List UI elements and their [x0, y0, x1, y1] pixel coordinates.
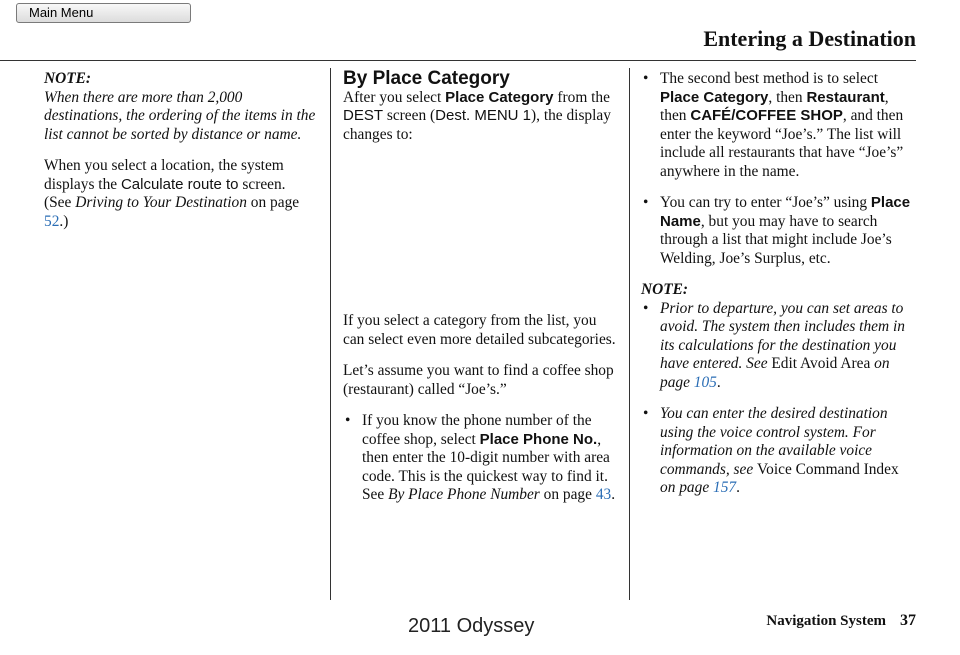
screen-image-placeholder	[343, 144, 617, 312]
note-bullet-voice-control: • You can enter the desired destination using the voice control system. For information on the available voice commands, see Voice Command Index on page 157.	[641, 405, 917, 498]
bullet-phone-number: • If you know the phone number of the coffee shop, select Place Phone No., then enter the 10-digit number with area code. This is the quickest way to find it. See By Place Phone Number on page 43.	[343, 412, 617, 505]
page-link-105[interactable]: 105	[693, 373, 717, 391]
page-number: 37	[900, 612, 916, 629]
footer-section-name: Navigation System	[766, 613, 886, 629]
page-title: Entering a Destination	[703, 26, 916, 51]
ui-label-dest: DEST	[343, 107, 384, 124]
ui-label-place-phone-no: Place Phone No.	[479, 430, 598, 448]
right-column	[641, 70, 917, 498]
paragraph-after-select: After you select Place Category from the DEST screen (Dest. MENU 1), the display changes to:	[343, 88, 611, 143]
paragraph-coffee-shop: Let’s assume you want to find a coffee shop (restaurant) called “Joe’s.”	[343, 362, 614, 398]
reference-place-phone-number: By Place Phone Number	[388, 486, 540, 503]
page-link-157[interactable]: 157	[713, 479, 737, 496]
paragraph-subcategories: If you select a category from the list, you can select even more detailed subcategories.	[343, 312, 616, 348]
left-column	[44, 70, 316, 231]
ui-label-place-category-2: Place Category	[660, 88, 769, 106]
ui-label-place-name: Place Name	[660, 194, 911, 230]
bullet-place-name: • You can try to enter “Joe’s” using Place Name, but you may have to search through a list that might include Joe’s Welding, Joe’s Surplus, etc.	[641, 194, 917, 268]
watermark: 2011 Odyssey	[408, 615, 535, 637]
ui-label-place-category: Place Category	[445, 88, 554, 106]
ui-label-restaurant: Restaurant	[806, 88, 885, 106]
middle-column	[343, 70, 617, 505]
page-link-43[interactable]: 43	[595, 486, 612, 503]
title-divider	[0, 60, 916, 61]
page-footer	[766, 612, 916, 630]
note-heading: NOTE:	[44, 70, 92, 87]
ui-label-cafe-coffee-shop: CAFÉ/COFFEE SHOP	[690, 107, 843, 124]
column-divider-right	[629, 68, 630, 600]
reference-edit-avoid-area: Edit Avoid Area	[771, 355, 871, 372]
paragraph-calculate-route: When you select a location, the system displays the Calculate route to screen. (See Driving to Your Destination on page 52.)	[44, 157, 300, 230]
section-heading: By Place Category	[343, 68, 510, 89]
note-heading-right: NOTE:	[641, 281, 689, 298]
ui-label-calculate-route: Calculate route to	[120, 175, 239, 193]
page-link-52[interactable]: 52	[44, 212, 60, 230]
ui-label-dest-menu-1: Dest. MENU 1	[435, 107, 531, 124]
reference-voice-command-index: Voice Command Index	[757, 460, 899, 478]
note-bullet-avoid-areas: • Prior to departure, you can set areas to avoid. The system then includes them in its calculations for the destination you have entered. See Edit Avoid Area on page 105.	[641, 300, 917, 393]
column-divider-left	[330, 68, 331, 600]
reference-driving-destination: Driving to Your Destination	[75, 194, 247, 211]
note-text: When there are more than 2,000 destinations, the ordering of the items in the list cannot be sorted by distance or name.	[44, 88, 316, 143]
main-menu-button[interactable]: Main Menu	[16, 3, 191, 23]
bullet-second-best: • The second best method is to select Place Category, then Restaurant, then CAFÉ/COFFEE SHOP, and then enter the keyword “Joe’s.” The list will include all restaurants that have “Joe’s” anywhere in the name.	[641, 70, 917, 181]
